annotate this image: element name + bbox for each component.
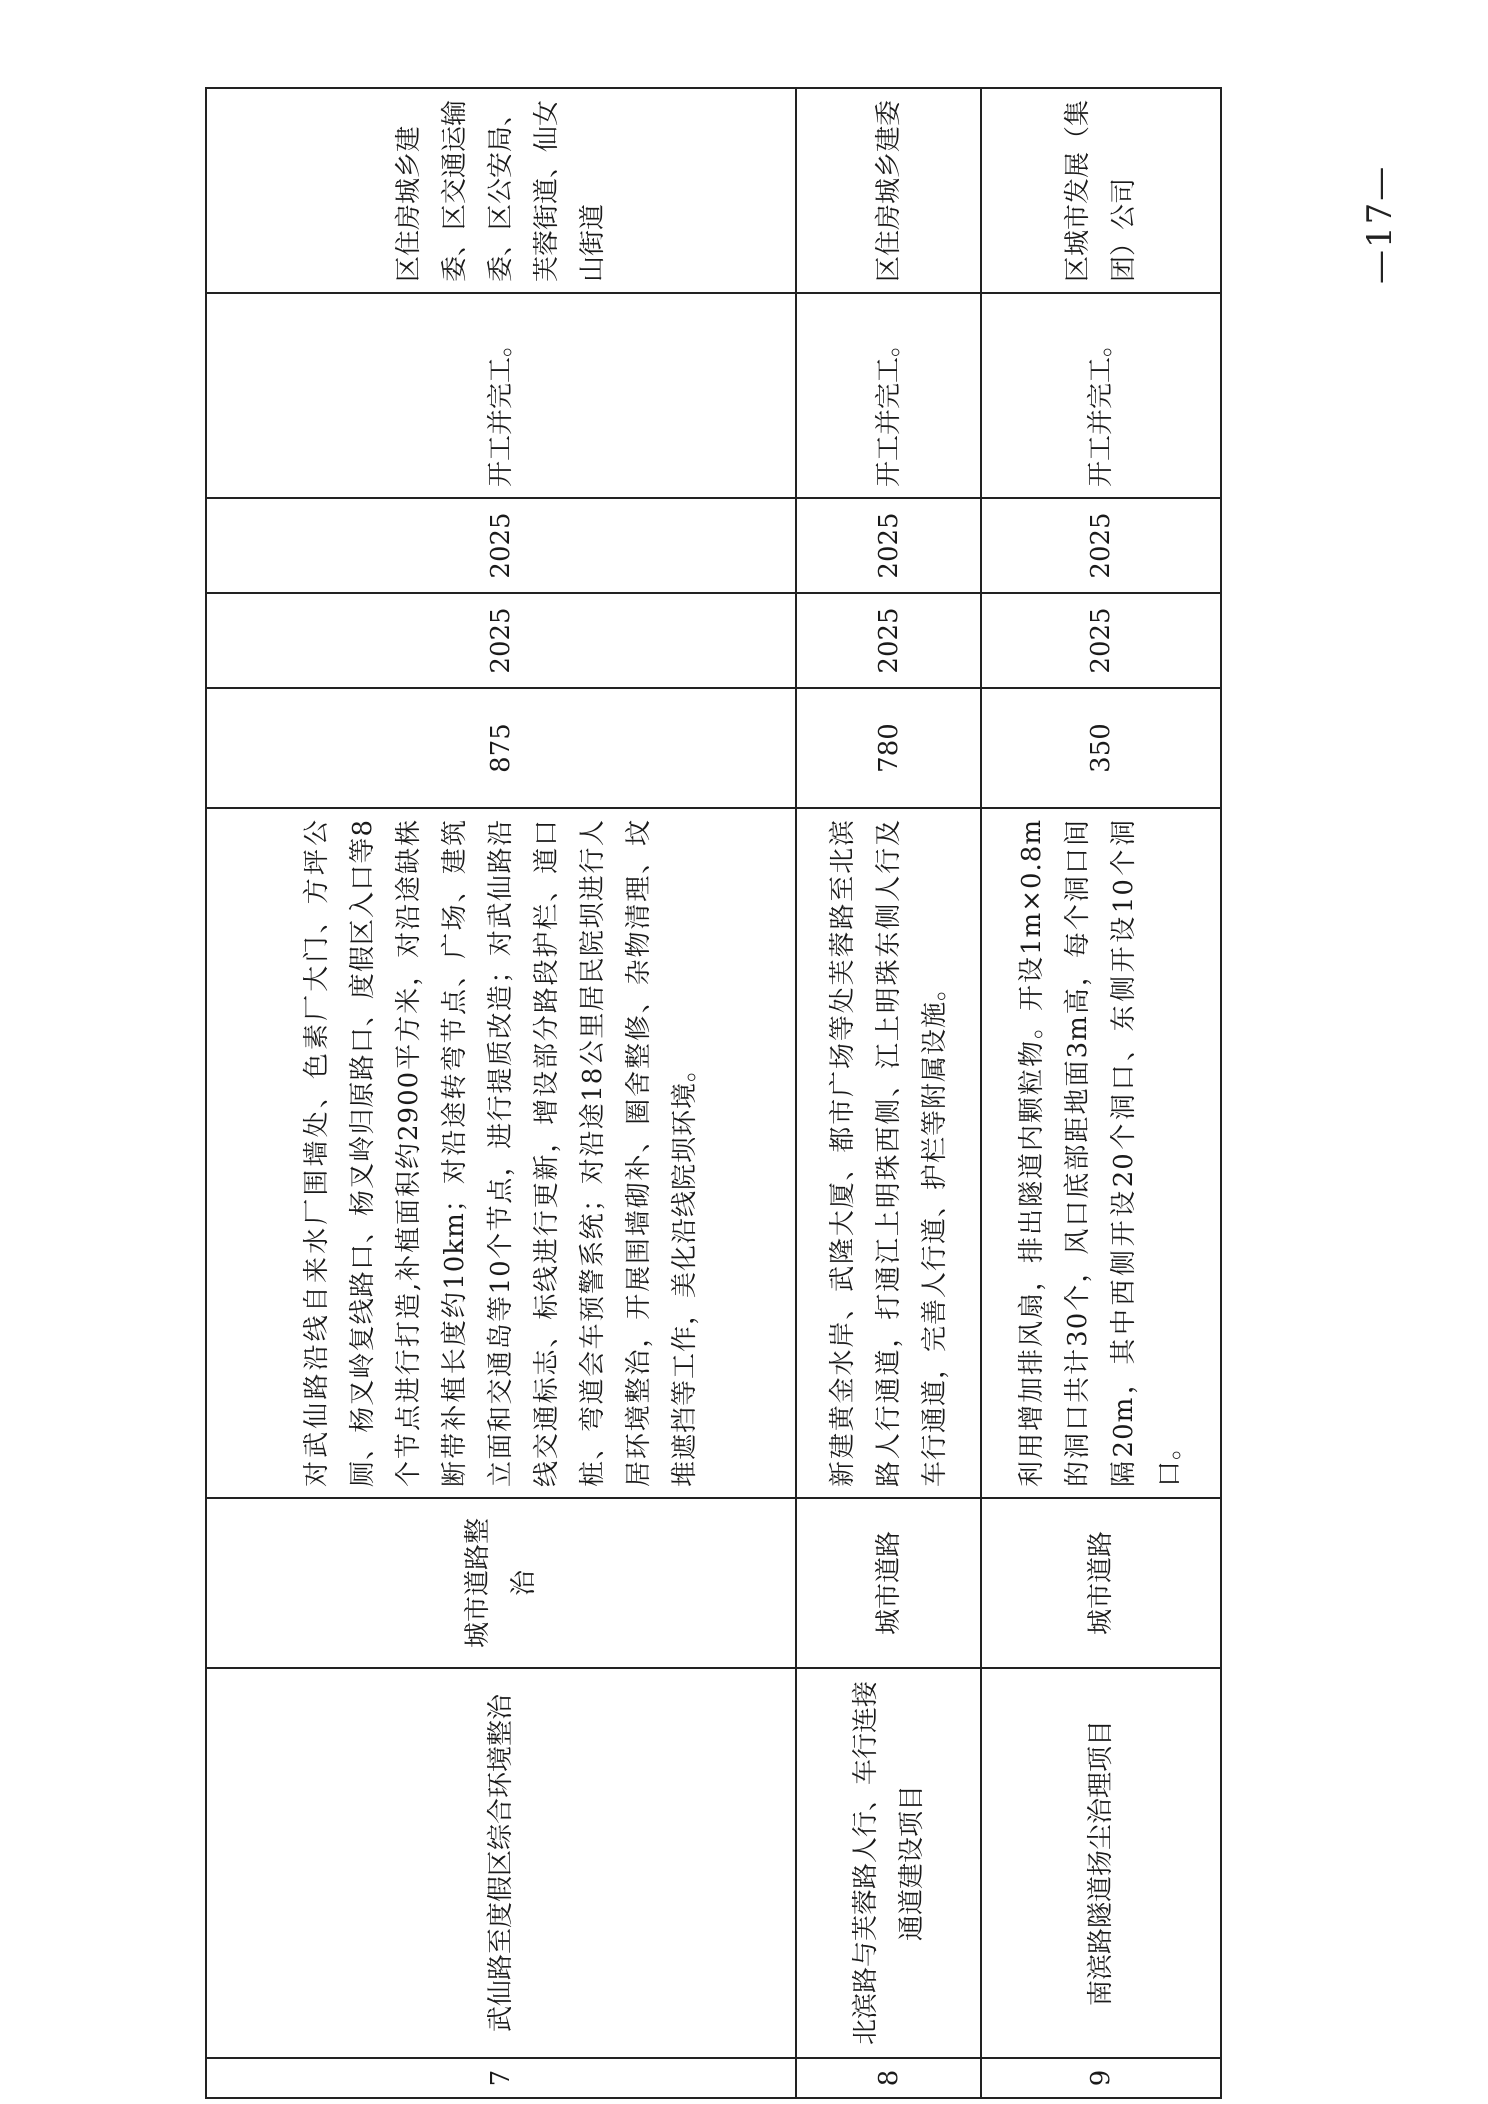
project-content: 利用增加排风扇，排出隧道内颗粒物。开设1m×0.8m的洞口共计30个，风口底部距地面3m高，每个洞口间隔20m，其中西侧开设20个洞口、东侧开设10个洞口。 [981,808,1221,1498]
annual-target: 开工并完工。 [796,293,981,498]
page-number: —17— [1360,164,1400,284]
project-table [205,87,1222,2099]
row-number: 8 [796,2058,981,2098]
investment-amount: 875 [206,688,796,808]
start-year: 2025 [796,593,981,688]
project-name: 北滨路与芙蓉路人行、车行连接通道建设项目 [796,1668,981,2058]
responsible-department: 区住房城乡建委 [796,88,981,293]
row-number: 7 [206,2058,796,2098]
responsible-department: 区住房城乡建委、区交通运输委、区公安局、芙蓉街道、仙女山街道 [206,88,796,293]
project-category: 城市道路整治 [206,1498,796,1668]
project-content: 新建黄金水岸、武隆大厦、都市广场等处芙蓉路至北滨路人行通道，打通江上明珠西侧、江上明珠东侧人行及车行通道，完善人行道、护栏等附属设施。 [796,808,981,1498]
table-row [206,88,796,2098]
investment-amount: 780 [796,688,981,808]
end-year: 2025 [981,498,1221,593]
project-content: 对武仙路沿线自来水厂围墙处、色素厂大门、方坪公厕、杨叉岭复线路口、杨叉岭归原路口、度假区入口等8个节点进行打造,补植面积约2900平方米，对沿途缺株断带补植长度约10km；对沿途转弯节点、广场、建筑立面和交通岛等10个节点，进行提质改造；对武仙路沿线交通标志、标线进行更新，增设部分路段护栏、道口桩、弯道会车预警系统；对沿途18公里居民院坝进行人居环境整治，开展围墙砌补、圈舍整修、杂物清理、坟堆遮挡等工作，美化沿线院坝环境。 [206,808,796,1498]
investment-amount: 350 [981,688,1221,808]
table-row [981,88,1221,2098]
responsible-department: 区城市发展（集团）公司 [981,88,1221,293]
start-year: 2025 [206,593,796,688]
project-name: 武仙路至度假区综合环境整治 [206,1668,796,2058]
annual-target: 开工并完工。 [206,293,796,498]
project-category: 城市道路 [796,1498,981,1668]
annual-target: 开工并完工。 [981,293,1221,498]
start-year: 2025 [981,593,1221,688]
end-year: 2025 [796,498,981,593]
row-number: 9 [981,2058,1221,2098]
end-year: 2025 [206,498,796,593]
project-category: 城市道路 [981,1498,1221,1668]
project-name: 南滨路隧道扬尘治理项目 [981,1668,1221,2058]
table-row [796,88,981,2098]
